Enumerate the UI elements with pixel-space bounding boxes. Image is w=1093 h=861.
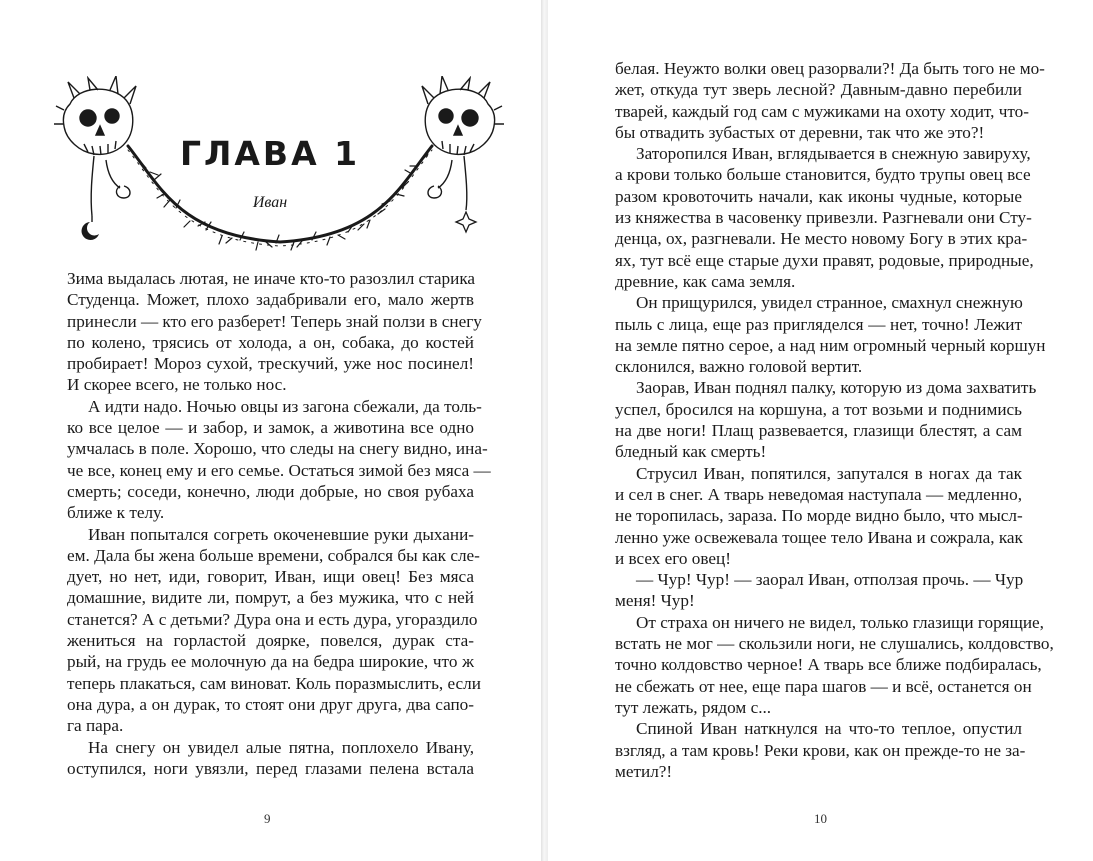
text-line: дует, но нет, иди, говорит, Иван, ищи овец! Без мяса [67,567,474,587]
text-line: точно колдовство черное! А тварь все ближе подбиралась, [615,655,1042,675]
text-line: и всех его овец! [615,548,731,568]
text-line: Иван попытался согреть окоченевшие руки дыхани- [88,524,474,544]
text-line: встать не мог — скользили ноги, не слушались, колдовство, [615,634,1054,654]
text-line: ленно уже освежевала тощее тело Ивана и сожрала, как [615,527,1023,547]
text-line: она дура, а он дурак, то стоят они друг друга, два сапо- [67,694,474,714]
text-line: жет, откуда тут зверь лесной? Давным-давно перебили [615,80,1022,100]
text-line: ях, тут всё еще старые духи правят, родовые, природные, [615,250,1034,270]
left-page [0,0,541,861]
star-pendant-icon [456,212,476,232]
text-line: на две ноги! Плащ развевается, глазищи блестят, а сам [615,421,1022,441]
text-line: а крови только больше становится, будто трупы овец все [615,165,1031,185]
text-line: пробирает! Мороз сухой, трескучий, уже нос посинел! [67,354,474,374]
left-page-body-text [67,268,491,779]
text-line: А идти надо. Ночью овцы из загона сбежали, да толь- [88,396,482,416]
text-line: че все, конец ему и его семье. Остаться зимой без мяса — [67,460,491,480]
text-line: тварей, каждый год сам с мужиками на охоту ходит, что- [615,101,1029,121]
text-line: не сбежать от нее, еще пара шагов — и всё, останется он [615,676,1032,696]
text-line: бледный как смерть! [615,442,767,462]
text-line: От страха он ничего не видел, только глазищи горящие, [636,612,1044,632]
text-line: денца, ох, разгневали. Не место новому Богу в этих кра- [615,229,1028,249]
text-line: смерть; соседи, конечно, люди добрые, но своя рубаха [67,481,474,501]
page-number: 10 [814,811,827,826]
book-gutter [541,0,548,861]
text-line: тут лежать, рядом с... [615,697,772,717]
text-line: успел, бросился на коршуна, а тот возьми и поднимись [615,399,1022,419]
text-line: по колено, трясись от холода, а он, собака, до костей [67,332,474,352]
text-line: станется? А с детьми? Дура она и есть дура, угораздило [67,609,478,629]
text-line: и сел в снег. А тварь неведомая наступала — медленно, [615,484,1022,504]
text-line: домашние, видите ли, помрут, а без мужика, что с ней [67,588,474,608]
text-line: Студенца. Может, плохо задабривали его, мало жертв [67,290,474,310]
text-line: га пара. [67,716,124,736]
text-line: из княжества в часовенку привезли. Разгневали они Сту- [615,208,1032,228]
text-line: пыль с лица, еще раз пригляделся — нет, точно! Лежит [615,314,1022,334]
text-line: Струсил Иван, попятился, запутался в ногах да так [636,463,1022,483]
skull-icon [54,76,136,222]
text-line: Заорав, Иван поднял палку, которую из дома захватить [636,378,1037,398]
text-line: оступился, ноги увязли, перед глазами пелена встала [67,758,474,778]
text-line: склонился, важно головой вертит. [615,357,863,377]
text-line: Заторопился Иван, вглядывается в снежную завируху, [636,144,1031,164]
text-line: ем. Дала бы жена больше времени, собрался бы как сле- [67,545,480,565]
text-line: рый, на грудь ее молочную да на бедра широкие, что ж [67,652,474,672]
skull-icon [422,76,504,210]
text-line: теперь плакаться, сам виноват. Коль поразмыслить, если [67,673,481,693]
text-line: не торопилась, зараза. По морде видно было, что мысл- [615,506,1023,526]
text-line: белая. Неужто волки овец разорвали?! Да быть того не мо- [615,59,1045,78]
text-line: разом кровоточить начали, как иконы чудные, которые [615,186,1022,206]
text-line: бы отвадить зубастых от деревни, так что же это?! [615,122,985,142]
text-line: ближе к телу. [67,503,165,523]
text-line: умчалась в поле. Хорошо, что следы на снегу видно, ина- [67,439,488,459]
text-line: Спиной Иван наткнулся на что-то теплое, опустил [636,719,1022,739]
text-line: меня! Чур! [615,591,695,611]
text-line: Он прищурился, увидел странное, смахнул снежную [636,293,1023,313]
crescent-moon-icon [82,222,99,240]
text-line: — Чур! Чур! — заорал Иван, отползая прочь. — Чур [636,570,1024,590]
text-line: взгляд, а там кровь! Реки крови, как он прежде-то не за- [615,740,1026,760]
page-number: 9 [264,811,271,826]
right-page-body-text [615,58,1054,782]
text-line: древние, как сама земля. [615,271,796,291]
chapter-subtitle: Иван [252,194,288,211]
text-line: На снегу он увидел алые пятна, поплохело Ивану, [88,737,474,757]
text-line: на земле пятно серое, а над ним огромный черный коршун [615,335,1046,355]
text-line: ко все целое — и забор, и замок, а животина все одно [67,418,474,438]
right-page [548,0,1093,861]
text-line: принесли — кто его разберет! Теперь знай ползи в снегу [67,311,482,331]
text-line: жениться на горластой доярке, повелся, дурак ста- [67,631,474,651]
text-line: И скорее всего, не только нос. [67,375,287,395]
chapter-title: ГЛАВА 1 [179,134,361,173]
text-line: метил?! [615,761,673,781]
text-line: Зима выдалась лютая, не иначе кто-то разозлил старика [67,269,476,288]
